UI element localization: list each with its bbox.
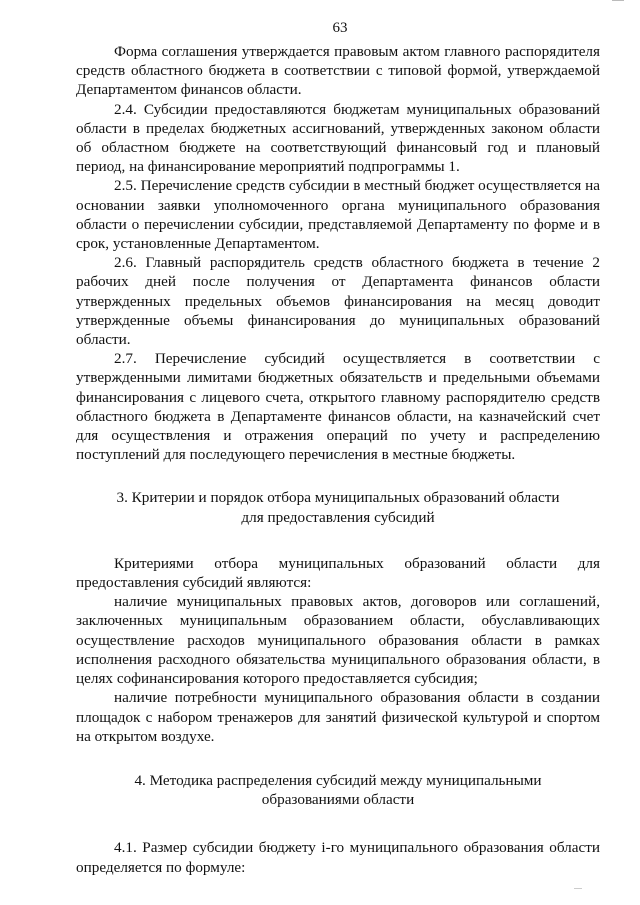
paragraph-2-6: 2.6. Главный распорядитель средств областного бюджета в течение 2 рабочих дней после получения от Департамента финансов области утвержденных предельных объемов финансирования на месяц доводит утвержденные объемы финансирования до муниципальных образований области. [76, 254, 600, 349]
section-4-heading-line-1: 4. Методика распределения субсидий между муниципальными [134, 771, 542, 789]
paragraph-2-7: 2.7. Перечисление субсидий осуществляется в соответствии с утвержденными лимитами бюджетных обязательств и предельными объемами финансирования с лицевого счета, открытого главному распорядителю средств областного бюджета в Департаменте финансов области, на казначейский счет для осуществления и отражения операций по учету и распределению поступлений для последующего перечисления в местные бюджеты. [76, 350, 600, 464]
section-3-heading [76, 488, 600, 526]
paragraph-2-4: 2.4. Субсидии предоставляются бюджетам муниципальных образований области в пределах бюджетных ассигнований, утвержденных законом области об областном бюджете на соответствующий финансовый год и плановый период, на финансирование мероприятий подпрограммы 1. [76, 100, 600, 176]
paragraph-2-5: 2.5. Перечисление средств субсидии в местный бюджет осуществляется на основании заявки уполномоченного органа муниципального образования области о перечислении субсидии, представляемой Департаменту по форме и в срок, установленные Департаментом. [76, 177, 600, 253]
paragraph-4-1: 4.1. Размер субсидии бюджету i-го муниципального образования области определяется по формуле: [76, 839, 600, 876]
paragraph-criteria-intro: Критериями отбора муниципальных образований области для предоставления субсидий являются: [76, 554, 600, 592]
paragraph-criteria-need: наличие потребности муниципального образования области в создании площадок с набором тренажеров для занятий физической культурой и спортом на открытом воздухе. [76, 689, 600, 745]
section-3-heading-line-1: 3. Критерии и порядок отбора муниципальных образований области [116, 489, 560, 507]
paragraph-criteria-legal-acts: наличие муниципальных правовых актов, договоров или соглашений, заключенных муниципальным образованием области, обуславливающих осуществление расходов муниципального образования области в рамках исполнения расходного обязательства муниципального образования области, в целях софинансирования которого предоставляется субсидия; [76, 593, 600, 688]
section-4-heading-line-2: образованиями области [261, 791, 415, 809]
section-4-heading [76, 771, 600, 809]
paragraph-agreement-form: Форма соглашения утверждается правовым актом главного распорядителя средств областного бюджета в соответствии с типовой формой, утверждаемой Департаментом финансов области. [76, 43, 600, 99]
scan-mark-bottom [574, 888, 582, 891]
section-3-heading-line-2: для предоставления субсидий [241, 508, 435, 526]
scan-mark [612, 0, 624, 4]
page-number: 63 [332, 20, 348, 36]
document-body [76, 42, 600, 877]
